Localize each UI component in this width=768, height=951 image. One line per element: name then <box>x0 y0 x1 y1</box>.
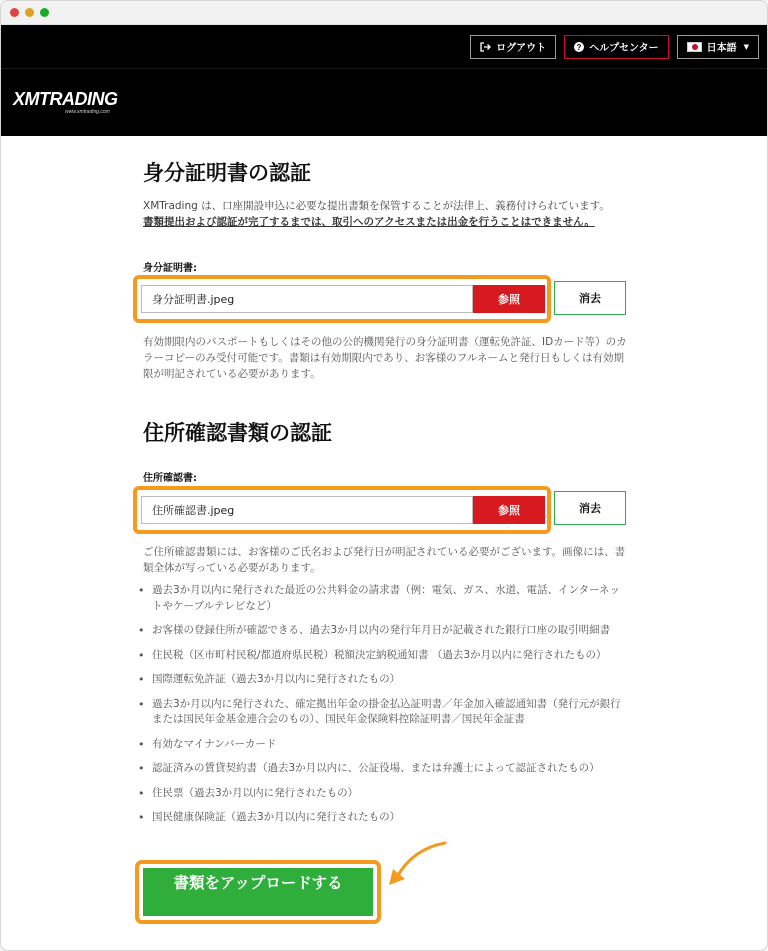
identity-intro <box>143 198 629 230</box>
address-note: ご住所確認書類には、お客様のご氏名および発行日が明記されている必要がございます。画像には、書類全体が写っている必要があります。 <box>143 546 626 574</box>
list-item: • 過去3か月以内に発行された最近の公共料金の請求書（例：電気、ガス、水道、電話、インターネットやケーブルテレビなど） <box>138 583 624 614</box>
address-upload-highlight <box>133 486 551 534</box>
caret-down-icon: ▼ <box>743 42 749 51</box>
list-item: • 国際運転免許証（過去3か月以内に発行されたもの） <box>138 672 624 688</box>
identity-section-title: 身分証明書の認証 <box>143 161 311 185</box>
address-clear-button[interactable]: 消去 <box>554 491 626 525</box>
upload-documents-button[interactable]: 書類をアップロードする <box>143 868 373 916</box>
identity-field-label: 身分証明書: <box>143 263 197 274</box>
address-document-list <box>138 583 624 835</box>
list-item: • 住民税（区市町村民税/都道府県民税）税額決定納税通知書 （過去3か月以内に発行されたもの） <box>138 648 624 664</box>
logo-text: XMTRADING <box>13 89 118 109</box>
address-browse-button[interactable]: 参照 <box>473 496 545 524</box>
identity-file-input[interactable]: 身分証明書.jpeg <box>141 285 473 313</box>
identity-browse-button[interactable]: 参照 <box>473 285 545 313</box>
list-item: • お客様の登録住所が確認できる、過去3か月以内の発行年月日が記載された銀行口座の取引明細書 <box>138 623 624 639</box>
identity-note: 有効期限内のパスポートもしくはその他の公的機関発行の身分証明書（運転免許証、IDカード等）のカラーコピーのみ受付可能です。書類は有効期限内であり、お客様のフルネームと発行日もしくは有効期限が明記されている必要があります。 <box>143 336 627 380</box>
intro-text: XMTrading は、口座開設申込に必要な提出書類を保管することが法律上、義務付けられています。 <box>143 200 610 212</box>
list-item: • 住民票（過去3か月以内に発行されたもの） <box>138 786 624 802</box>
list-item: • 過去3か月以内に発行された、確定拠出年金の掛金払込証明書／年金加入確認通知書（発行元が銀行または国民年金基金連合会のもの）、国民年金保険料控除証明書／国民年金証書 <box>138 697 624 728</box>
help-center-label: ヘルプセンター <box>589 43 659 54</box>
logout-label: ログアウト <box>496 43 547 54</box>
logo-url: www.xmtrading.com <box>65 109 110 115</box>
list-item: • 有効なマイナンバーカード <box>138 737 624 753</box>
language-label: 日本語 <box>706 43 737 54</box>
identity-clear-button[interactable]: 消去 <box>554 281 626 315</box>
address-field-label: 住所確認書: <box>143 473 197 484</box>
list-item: • 国民健康保険証（過去3か月以内に発行されたもの） <box>138 810 624 826</box>
list-item: • 認証済みの賃貸契約書（過去3か月以内に、公証役場、または弁護士によって認証されたもの） <box>138 761 624 777</box>
svg-text:?: ? <box>576 42 582 52</box>
identity-upload-highlight <box>133 275 551 323</box>
submit-highlight <box>135 860 381 924</box>
pointer-arrow-icon <box>385 841 447 889</box>
address-file-input[interactable]: 住所確認書.jpeg <box>141 496 473 524</box>
intro-warning: 書類提出および認証が完了するまでは、取引へのアクセスまたは出金を行うことはできません。 <box>143 216 595 228</box>
address-section-title: 住所確認書類の認証 <box>143 421 332 445</box>
